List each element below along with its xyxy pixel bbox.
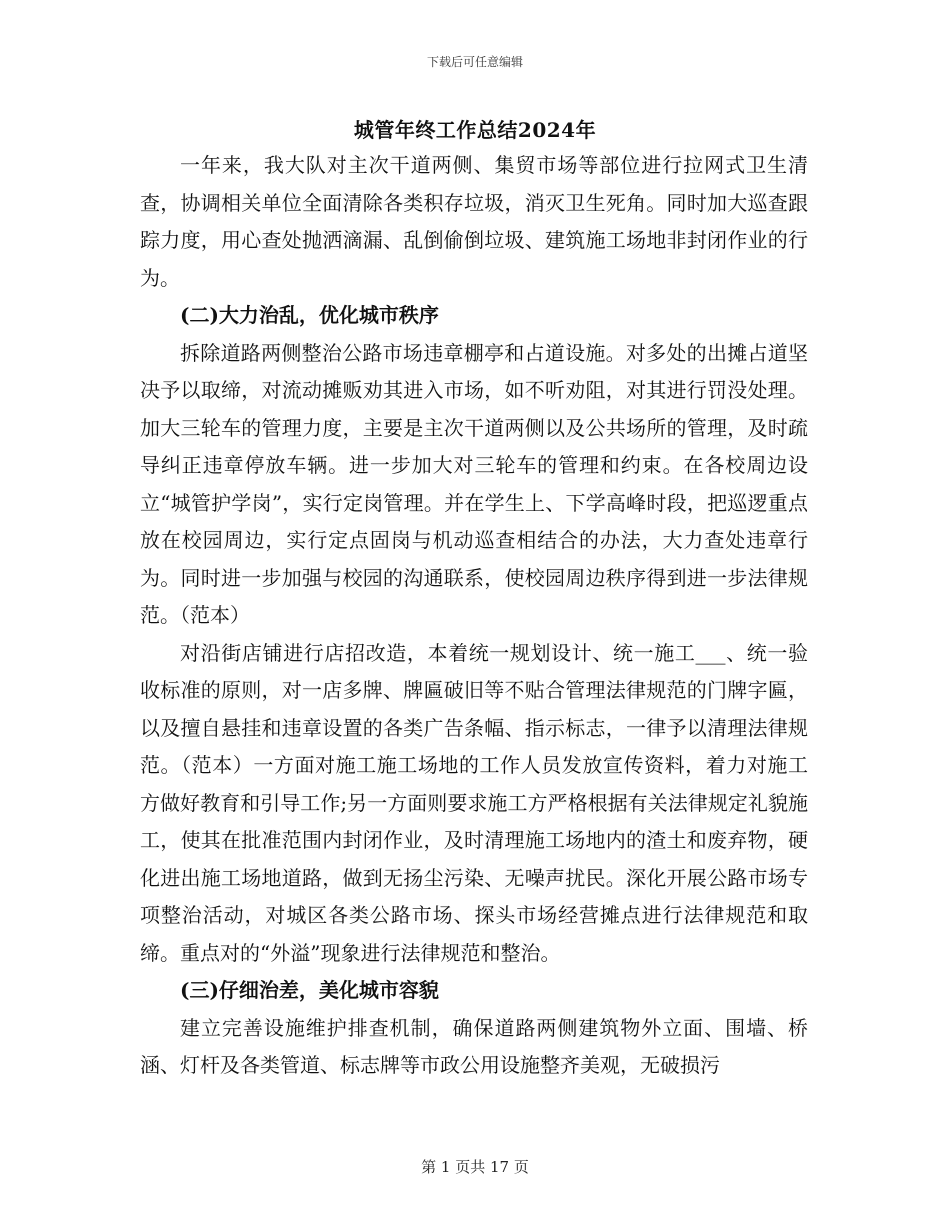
page-header: 下载后可任意编辑 (426, 55, 523, 69)
section-heading-appearance: (三)仔细治差，美化城市容貌 (180, 978, 439, 1002)
section-heading-order: (二)大力治乱，优化城市秩序 (180, 303, 439, 327)
document-body (140, 147, 808, 1085)
paragraph-order: 拆除道路两侧整治公路市场违章棚亭和占道设施。对多处的出摊占道坚决予以取缔，对流动摊贩劝其进入市场，如不听劝阻，对其进行罚没处理。加大三轮车的管理力度，主要是主次干道两侧以及公共场所的管理，及时疏导纠正违章停放车辆。进一步加大对三轮车的管理和约束。在各校周边设立“城管护学岗”，实行定岗管理。并在学生上、下学高峰时段，把巡逻重点放在校园周边，实行定点固岗与机动巡查相结合的办法，大力查处违章行为。同时进一步加强与校园的沟通联系，使校园周边秩序得到进一步法律规范。（范本） (140, 340, 808, 627)
paragraph-facilities: 建立完善设施维护排查机制，确保道路两侧建筑物外立面、围墙、桥涵、灯杆及各类管道、标志牌等市政公用设施整齐美观，无破损污 (140, 1015, 808, 1077)
page-number: 第 1 页共 17 页 (421, 1158, 529, 1176)
paragraph-sanitation: 一年来，我大队对主次干道两侧、集贸市场等部位进行拉网式卫生清查，协调相关单位全面清除各类积存垃圾，消灭卫生死角。同时加大巡查跟踪力度，用心查处抛洒滴漏、乱倒偷倒垃圾、建筑施工场地非封闭作业的行为。 (140, 153, 808, 290)
paragraph-signage: 对沿街店铺进行店招改造，本着统一规划设计、统一施工___、统一验收标准的原则，对一店多牌、牌匾破旧等不贴合管理法律规范的门牌字匾，以及擅自悬挂和违章设置的各类广告条幅、指示标志，一律予以清理法律规范。（范本）一方面对施工施工场地的工作人员发放宣传资料，着力对施工方做好教育和引导工作;另一方面则要求施工方严格根据有关法律规定礼貌施工，使其在批准范围内封闭作业，及时清理施工场地内的渣土和废弃物，硬化进出施工场地道路，做到无扬尘污染、无噪声扰民。深化开展公路市场专项整治活动，对城区各类公路市场、探头市场经营摊点进行法律规范和取缔。重点对的“外溢”现象进行法律规范和整治。 (140, 640, 808, 965)
document-title: 城管年终工作总结2024年 (353, 118, 597, 142)
